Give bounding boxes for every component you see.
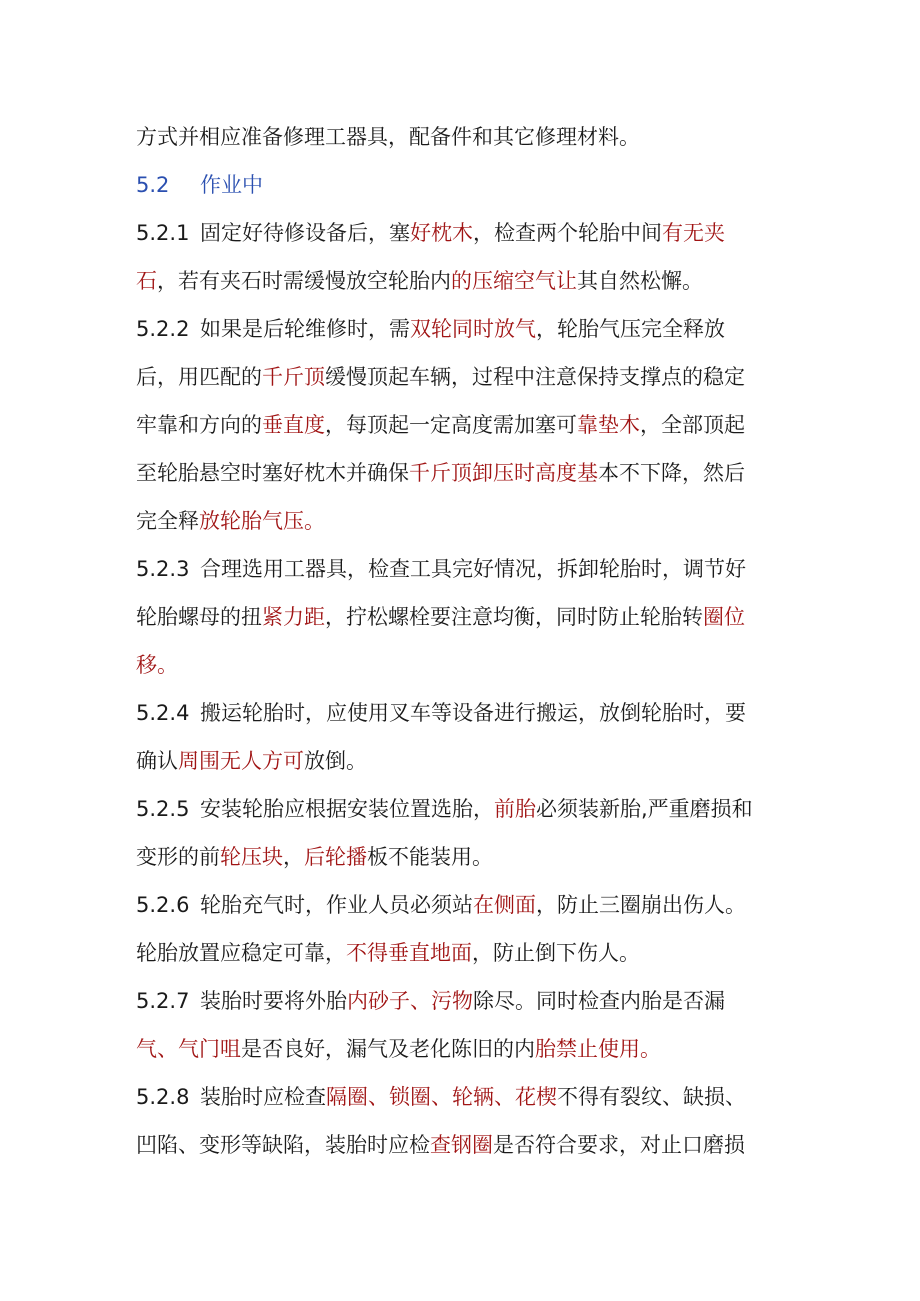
body-text: ，若有夹石时需缓慢放空轮胎内: [157, 269, 451, 293]
body-text: 搬运轮胎时，应使用叉车等设备进行搬运，放倒轮胎时，要: [200, 701, 746, 725]
body-text: 轮胎充气时，作业人员必须站: [200, 893, 473, 917]
document-body: [136, 113, 776, 1169]
body-text: ，防止三圈崩出伤人。: [536, 893, 746, 917]
body-text: 安装轮胎应根据安装位置选胎，: [200, 797, 494, 821]
highlighted-text: 放轮胎气压。: [199, 509, 325, 533]
body-text: 装胎时应检查: [200, 1085, 326, 1109]
text-line: [136, 449, 776, 497]
body-text: 除尽。同时检查内胎是否漏: [473, 989, 725, 1013]
body-text: 必须装新胎,严重磨损和: [536, 797, 753, 821]
text-line: [136, 1073, 776, 1121]
highlighted-text: 内砂子、污物: [347, 989, 473, 1013]
body-text: 缓慢顶起车辆，过程中注意保持支撑点的稳定: [325, 365, 745, 389]
text-line: [136, 977, 776, 1025]
body-text: 是否良好，漏气及老化陈旧的内: [241, 1037, 535, 1061]
body-text: 如果是后轮维修时，需: [200, 317, 410, 341]
highlighted-text: 好枕木: [410, 221, 473, 245]
body-text: 作业中: [200, 173, 263, 197]
highlighted-text: 移。: [136, 653, 178, 677]
text-line: [136, 257, 776, 305]
clause-number: 5.2.5: [136, 797, 190, 821]
highlighted-text: 千斤顶: [262, 365, 325, 389]
body-text: 装胎时要将外胎: [200, 989, 347, 1013]
highlighted-text: 紧力距: [262, 605, 325, 629]
text-line: [136, 593, 776, 641]
highlighted-text: 轮压块: [220, 845, 283, 869]
clause-number: 5.2.4: [136, 701, 190, 725]
highlighted-text: 后轮播: [304, 845, 367, 869]
highlighted-text: 周围无人方可: [178, 749, 304, 773]
highlighted-text: 石: [136, 269, 157, 293]
body-text: 固定好待修设备后，塞: [200, 221, 410, 245]
text-line: [136, 737, 776, 785]
highlighted-text: 的压缩空气让: [451, 269, 577, 293]
highlighted-text: 不得垂直地面: [346, 941, 472, 965]
text-line: [136, 785, 776, 833]
highlighted-text: 双轮同时放气: [410, 317, 536, 341]
text-line: [136, 353, 776, 401]
section-heading: [136, 161, 776, 209]
body-text: 轮胎螺母的扭: [136, 605, 262, 629]
body-text: 确认: [136, 749, 178, 773]
text-line: [136, 113, 776, 161]
text-line: [136, 833, 776, 881]
body-text: 凹陷、变形等缺陷，装胎时应检: [136, 1133, 430, 1157]
highlighted-text: 千斤顶卸压时高度基: [409, 461, 598, 485]
body-text: 其自然松懈。: [577, 269, 703, 293]
body-text: 不得有裂纹、缺损、: [557, 1085, 746, 1109]
clause-number: 5.2.3: [136, 557, 190, 581]
highlighted-text: 有无夹: [662, 221, 725, 245]
clause-number: 5.2.7: [136, 989, 190, 1013]
highlighted-text: 查钢圈: [430, 1133, 493, 1157]
text-line: [136, 641, 776, 689]
body-text: 是否符合要求，对止口磨损: [493, 1133, 745, 1157]
body-text: 板不能装用。: [367, 845, 493, 869]
text-line: [136, 401, 776, 449]
text-line: [136, 689, 776, 737]
clause-number: 5.2.2: [136, 317, 190, 341]
body-text: ，全部顶起: [640, 413, 745, 437]
highlighted-text: 胎禁止使用。: [535, 1037, 661, 1061]
clause-number: 5.2.6: [136, 893, 190, 917]
body-text: ，轮胎气压完全释放: [536, 317, 725, 341]
body-text: ，检查两个轮胎中间: [473, 221, 662, 245]
text-line: [136, 305, 776, 353]
text-line: [136, 929, 776, 977]
body-text: 放倒。: [304, 749, 367, 773]
body-text: 完全释: [136, 509, 199, 533]
body-text: 轮胎放置应稳定可靠，: [136, 941, 346, 965]
body-text: 后，用匹配的: [136, 365, 262, 389]
body-text: 本不下降，然后: [598, 461, 745, 485]
highlighted-text: 垂直度: [262, 413, 325, 437]
highlighted-text: 圈位: [703, 605, 745, 629]
highlighted-text: 在侧面: [473, 893, 536, 917]
clause-number: 5.2.8: [136, 1085, 190, 1109]
highlighted-text: 靠垫木: [577, 413, 640, 437]
text-line: [136, 1025, 776, 1073]
body-text: ，拧松螺栓要注意均衡，同时防止轮胎转: [325, 605, 703, 629]
body-text: ，防止倒下伤人。: [472, 941, 640, 965]
body-text: 合理选用工器具，检查工具完好情况，拆卸轮胎时，调节好: [200, 557, 746, 581]
body-text: 变形的前: [136, 845, 220, 869]
text-line: [136, 209, 776, 257]
clause-number: 5.2.1: [136, 221, 190, 245]
section-number: 5.2: [136, 173, 170, 197]
body-text: 至轮胎悬空时塞好枕木并确保: [136, 461, 409, 485]
body-text: 方式并相应准备修理工器具，配备件和其它修理材料。: [136, 125, 640, 149]
text-line: [136, 881, 776, 929]
text-line: [136, 497, 776, 545]
body-text: ，: [283, 845, 304, 869]
body-text: ，每顶起一定高度需加塞可: [325, 413, 577, 437]
highlighted-text: 气、气门咀: [136, 1037, 241, 1061]
text-line: [136, 1121, 776, 1169]
body-text: 牢靠和方向的: [136, 413, 262, 437]
highlighted-text: 隔圈、锁圈、轮辆、花楔: [326, 1085, 557, 1109]
text-line: [136, 545, 776, 593]
highlighted-text: 前胎: [494, 797, 536, 821]
